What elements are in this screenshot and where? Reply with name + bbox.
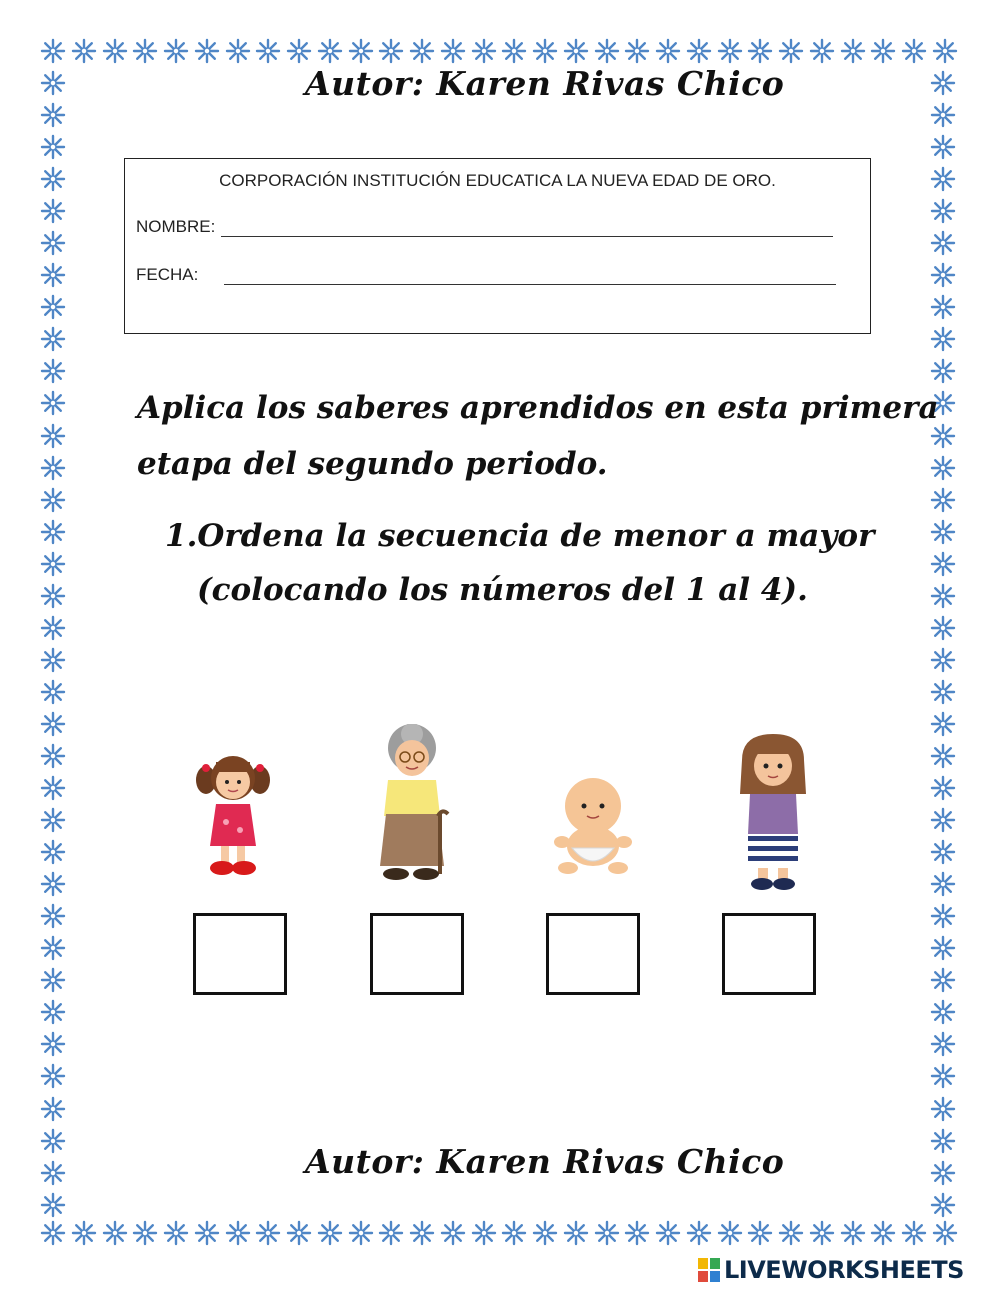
instruction-line-2: etapa del segundo periodo. (137, 446, 608, 482)
snowflake-icon (778, 38, 804, 64)
snowflake-icon (932, 1220, 958, 1246)
snowflake-icon (40, 583, 66, 609)
snowflake-icon (501, 38, 527, 64)
snowflake-icon (930, 615, 956, 641)
snowflake-icon (686, 1220, 712, 1246)
snowflake-icon (40, 1160, 66, 1186)
snowflake-icon (930, 551, 956, 577)
name-label: NOMBRE: (136, 217, 216, 236)
snowflake-icon (717, 1220, 743, 1246)
snowflake-icon (930, 326, 956, 352)
snowflake-icon (930, 583, 956, 609)
snowflake-icon (40, 134, 66, 160)
snowflake-icon (901, 38, 927, 64)
snowflake-icon (930, 999, 956, 1025)
border-left (40, 70, 68, 1218)
answer-box-3[interactable] (546, 913, 640, 995)
snowflake-icon (40, 1192, 66, 1218)
snowflake-icon (348, 38, 374, 64)
snowflake-icon (501, 1220, 527, 1246)
snowflake-icon (317, 1220, 343, 1246)
snowflake-icon (40, 679, 66, 705)
snowflake-icon (930, 743, 956, 769)
snowflake-icon (930, 166, 956, 192)
snowflake-icon (40, 1128, 66, 1154)
grandmother-icon (372, 724, 472, 884)
snowflake-icon (563, 1220, 589, 1246)
snowflake-icon (225, 38, 251, 64)
instruction-line-1: Aplica los saberes aprendidos en esta primera (137, 390, 939, 426)
snowflake-icon (594, 1220, 620, 1246)
snowflake-icon (930, 967, 956, 993)
snowflake-icon (40, 1096, 66, 1122)
snowflake-icon (286, 1220, 312, 1246)
snowflake-icon (778, 1220, 804, 1246)
snowflake-icon (40, 487, 66, 513)
school-name: CORPORACIÓN INSTITUCIÓN EDUCATICA LA NUEVA EDAD DE ORO. (219, 171, 776, 190)
snowflake-icon (40, 198, 66, 224)
snowflake-icon (930, 455, 956, 481)
snowflake-icon (930, 903, 956, 929)
snowflake-icon (747, 38, 773, 64)
student-info-box (124, 158, 871, 334)
snowflake-icon (930, 262, 956, 288)
snowflake-icon (409, 38, 435, 64)
snowflake-icon (840, 38, 866, 64)
snowflake-icon (930, 1063, 956, 1089)
answer-box-1[interactable] (193, 913, 287, 995)
snowflake-icon (747, 1220, 773, 1246)
snowflake-icon (901, 1220, 927, 1246)
snowflake-icon (930, 1160, 956, 1186)
snowflake-icon (40, 166, 66, 192)
snowflake-icon (930, 839, 956, 865)
snowflake-icon (930, 775, 956, 801)
snowflake-icon (930, 198, 956, 224)
snowflake-icon (40, 1220, 66, 1246)
snowflake-icon (71, 38, 97, 64)
border-top (40, 38, 958, 66)
border-right (930, 70, 958, 1218)
snowflake-icon (40, 390, 66, 416)
snowflake-icon (870, 1220, 896, 1246)
snowflake-icon (930, 647, 956, 673)
snowflake-icon (930, 711, 956, 737)
snowflake-icon (40, 358, 66, 384)
snowflake-icon (930, 102, 956, 128)
snowflake-icon (409, 1220, 435, 1246)
task-line-2: (colocando los números del 1 al 4). (197, 572, 808, 608)
snowflake-icon (40, 102, 66, 128)
snowflake-icon (163, 38, 189, 64)
snowflake-icon (655, 38, 681, 64)
date-row (136, 265, 836, 285)
snowflake-icon (194, 1220, 220, 1246)
liveworksheets-logo-icon (698, 1258, 720, 1282)
snowflake-icon (255, 38, 281, 64)
snowflake-icon (40, 230, 66, 256)
border-bottom (40, 1220, 958, 1248)
snowflake-icon (532, 1220, 558, 1246)
snowflake-icon (532, 38, 558, 64)
snowflake-icon (40, 775, 66, 801)
snowflake-icon (930, 935, 956, 961)
snowflake-icon (225, 1220, 251, 1246)
author-heading: Autor: Karen Rivas Chico (305, 64, 785, 103)
snowflake-icon (930, 134, 956, 160)
snowflake-icon (930, 358, 956, 384)
snowflake-icon (286, 38, 312, 64)
snowflake-icon (255, 1220, 281, 1246)
snowflake-icon (686, 38, 712, 64)
snowflake-icon (930, 294, 956, 320)
snowflake-icon (40, 38, 66, 64)
answer-box-2[interactable] (370, 913, 464, 995)
snowflake-icon (40, 262, 66, 288)
snowflake-icon (440, 1220, 466, 1246)
snowflake-icon (40, 999, 66, 1025)
snowflake-icon (930, 871, 956, 897)
date-field[interactable] (224, 266, 836, 285)
snowflake-icon (378, 1220, 404, 1246)
snowflake-icon (440, 38, 466, 64)
snowflake-icon (930, 487, 956, 513)
snowflake-icon (40, 871, 66, 897)
snowflake-icon (40, 615, 66, 641)
snowflake-icon (40, 294, 66, 320)
snowflake-icon (930, 1031, 956, 1057)
snowflake-icon (40, 551, 66, 577)
author-footer: Autor: Karen Rivas Chico (305, 1142, 785, 1181)
snowflake-icon (40, 711, 66, 737)
snowflake-icon (40, 839, 66, 865)
snowflake-icon (624, 38, 650, 64)
snowflake-icon (930, 230, 956, 256)
snowflake-icon (717, 38, 743, 64)
snowflake-icon (40, 1063, 66, 1089)
snowflake-icon (40, 1031, 66, 1057)
baby-icon (548, 776, 638, 876)
snowflake-icon (194, 38, 220, 64)
snowflake-icon (932, 38, 958, 64)
snowflake-icon (40, 519, 66, 545)
snowflake-icon (624, 1220, 650, 1246)
snowflake-icon (317, 38, 343, 64)
snowflake-icon (930, 1128, 956, 1154)
snowflake-icon (102, 1220, 128, 1246)
snowflake-icon (471, 1220, 497, 1246)
snowflake-icon (102, 38, 128, 64)
girl-icon (188, 748, 278, 878)
snowflake-icon (930, 807, 956, 833)
snowflake-icon (563, 38, 589, 64)
snowflake-icon (930, 70, 956, 96)
snowflake-icon (40, 70, 66, 96)
snowflake-icon (655, 1220, 681, 1246)
snowflake-icon (594, 38, 620, 64)
snowflake-icon (40, 967, 66, 993)
woman-icon (728, 730, 818, 892)
snowflake-icon (840, 1220, 866, 1246)
snowflake-icon (930, 519, 956, 545)
snowflake-icon (809, 1220, 835, 1246)
task-line-1: 1.Ordena la secuencia de menor a mayor (165, 518, 875, 554)
answer-box-4[interactable] (722, 913, 816, 995)
snowflake-icon (930, 679, 956, 705)
snowflake-icon (40, 326, 66, 352)
name-field[interactable] (221, 218, 833, 237)
snowflake-icon (809, 38, 835, 64)
snowflake-icon (930, 423, 956, 449)
snowflake-icon (163, 1220, 189, 1246)
snowflake-icon (870, 38, 896, 64)
snowflake-icon (930, 1192, 956, 1218)
snowflake-icon (40, 455, 66, 481)
snowflake-icon (930, 1096, 956, 1122)
snowflake-icon (378, 38, 404, 64)
snowflake-icon (471, 38, 497, 64)
liveworksheets-brand (698, 1256, 964, 1284)
snowflake-icon (40, 743, 66, 769)
date-label: FECHA: (136, 265, 199, 284)
name-row (136, 217, 833, 237)
snowflake-icon (132, 1220, 158, 1246)
snowflake-icon (71, 1220, 97, 1246)
snowflake-icon (40, 647, 66, 673)
snowflake-icon (40, 807, 66, 833)
snowflake-icon (40, 423, 66, 449)
snowflake-icon (348, 1220, 374, 1246)
snowflake-icon (40, 935, 66, 961)
snowflake-icon (40, 903, 66, 929)
snowflake-icon (132, 38, 158, 64)
brand-text: LIVEWORKSHEETS (724, 1256, 964, 1284)
